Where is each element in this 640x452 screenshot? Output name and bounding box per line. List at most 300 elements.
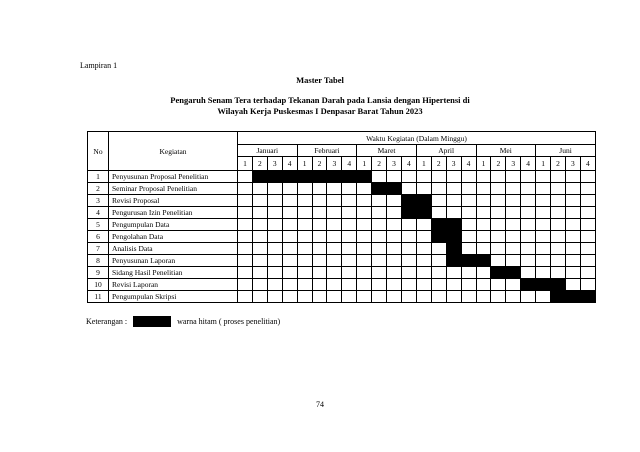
gantt-cell-empty xyxy=(565,219,580,231)
week-header-cell: 3 xyxy=(506,157,521,171)
gantt-cell-empty xyxy=(312,195,327,207)
gantt-schedule-table xyxy=(87,131,596,303)
gantt-cell-empty xyxy=(342,231,357,243)
gantt-cell-empty xyxy=(372,171,387,183)
gantt-cell-empty xyxy=(491,207,506,219)
gantt-cell-empty xyxy=(446,267,461,279)
gantt-cell-filled xyxy=(461,255,476,267)
gantt-cell-empty xyxy=(416,279,431,291)
gantt-cell-empty xyxy=(238,279,253,291)
gantt-cell-empty xyxy=(238,291,253,303)
document-title-line2: Wilayah Kerja Puskesmas I Denpasar Barat Tahun 2023 xyxy=(217,106,423,116)
gantt-cell-empty xyxy=(312,267,327,279)
row-number-cell: 7 xyxy=(88,243,109,255)
gantt-cell-empty xyxy=(252,219,267,231)
table-row xyxy=(88,243,596,255)
document-title-line1: Pengaruh Senam Tera terhadap Tekanan Darah pada Lansia dengan Hipertensi di xyxy=(170,95,470,105)
gantt-cell-empty xyxy=(401,267,416,279)
gantt-cell-empty xyxy=(521,243,536,255)
gantt-cell-empty xyxy=(401,291,416,303)
gantt-cell-empty xyxy=(357,219,372,231)
gantt-cell-empty xyxy=(357,291,372,303)
gantt-cell-empty xyxy=(565,195,580,207)
gantt-cell-empty xyxy=(491,279,506,291)
gantt-cell-empty xyxy=(446,291,461,303)
gantt-cell-filled xyxy=(446,255,461,267)
gantt-cell-empty xyxy=(372,207,387,219)
gantt-cell-filled xyxy=(446,219,461,231)
gantt-cell-filled xyxy=(551,291,566,303)
gantt-cell-filled xyxy=(267,171,282,183)
gantt-cell-empty xyxy=(327,279,342,291)
gantt-cell-empty xyxy=(431,183,446,195)
month-header-cell: Februari xyxy=(297,145,357,157)
gantt-cell-empty xyxy=(476,183,491,195)
gantt-cell-empty xyxy=(536,183,551,195)
gantt-cell-empty xyxy=(521,219,536,231)
gantt-cell-filled xyxy=(401,207,416,219)
gantt-cell-empty xyxy=(506,291,521,303)
gantt-cell-empty xyxy=(506,195,521,207)
gantt-cell-empty xyxy=(238,195,253,207)
gantt-cell-empty xyxy=(491,195,506,207)
gantt-cell-empty xyxy=(580,255,595,267)
week-header-cell: 4 xyxy=(282,157,297,171)
gantt-cell-empty xyxy=(357,183,372,195)
gantt-cell-empty xyxy=(342,291,357,303)
gantt-cell-empty xyxy=(252,255,267,267)
gantt-cell-filled xyxy=(536,279,551,291)
gantt-cell-empty xyxy=(506,219,521,231)
gantt-cell-empty xyxy=(565,243,580,255)
activity-cell: Analisis Data xyxy=(109,243,238,255)
gantt-cell-empty xyxy=(252,243,267,255)
gantt-cell-empty xyxy=(372,195,387,207)
gantt-cell-empty xyxy=(312,183,327,195)
gantt-cell-empty xyxy=(282,195,297,207)
gantt-cell-empty xyxy=(357,195,372,207)
gantt-cell-empty xyxy=(461,243,476,255)
gantt-cell-empty xyxy=(565,279,580,291)
gantt-cell-empty xyxy=(252,195,267,207)
gantt-cell-empty xyxy=(238,219,253,231)
gantt-cell-empty xyxy=(416,171,431,183)
row-number-cell: 1 xyxy=(88,171,109,183)
gantt-cell-empty xyxy=(401,219,416,231)
gantt-cell-empty xyxy=(476,267,491,279)
gantt-cell-empty xyxy=(565,231,580,243)
gantt-cell-empty xyxy=(416,267,431,279)
gantt-cell-empty xyxy=(476,171,491,183)
gantt-cell-empty xyxy=(238,267,253,279)
row-number-cell: 9 xyxy=(88,267,109,279)
week-header-cell: 1 xyxy=(297,157,312,171)
gantt-cell-filled xyxy=(372,183,387,195)
gantt-cell-empty xyxy=(491,231,506,243)
page-number: 74 xyxy=(316,400,324,409)
row-number-cell: 2 xyxy=(88,183,109,195)
month-header-cell: April xyxy=(416,145,476,157)
month-header-cell: Mei xyxy=(476,145,536,157)
gantt-cell-empty xyxy=(565,207,580,219)
activity-cell: Revisi Proposal xyxy=(109,195,238,207)
document-title xyxy=(0,95,640,117)
gantt-cell-empty xyxy=(416,231,431,243)
week-header-cell: 2 xyxy=(372,157,387,171)
gantt-cell-filled xyxy=(357,171,372,183)
header-row-top xyxy=(88,132,596,145)
activity-cell: Seminar Proposal Penelitian xyxy=(109,183,238,195)
gantt-cell-empty xyxy=(580,171,595,183)
week-header-cell: 2 xyxy=(431,157,446,171)
gantt-cell-empty xyxy=(551,195,566,207)
gantt-cell-empty xyxy=(416,291,431,303)
gantt-cell-empty xyxy=(387,171,402,183)
gantt-cell-empty xyxy=(521,195,536,207)
gantt-cell-empty xyxy=(297,207,312,219)
gantt-cell-empty xyxy=(551,207,566,219)
week-header-cell: 4 xyxy=(580,157,595,171)
gantt-cell-empty xyxy=(461,267,476,279)
activity-cell: Pengurusan Izin Penelitian xyxy=(109,207,238,219)
gantt-cell-empty xyxy=(387,291,402,303)
gantt-cell-empty xyxy=(551,243,566,255)
gantt-cell-empty xyxy=(521,183,536,195)
gantt-cell-empty xyxy=(401,183,416,195)
gantt-cell-empty xyxy=(536,195,551,207)
gantt-cell-empty xyxy=(536,231,551,243)
gantt-cell-empty xyxy=(506,207,521,219)
gantt-cell-empty xyxy=(416,243,431,255)
gantt-cell-empty xyxy=(267,219,282,231)
gantt-cell-empty xyxy=(327,219,342,231)
week-header-cell: 1 xyxy=(416,157,431,171)
gantt-cell-empty xyxy=(431,291,446,303)
row-number-cell: 11 xyxy=(88,291,109,303)
gantt-cell-empty xyxy=(387,207,402,219)
gantt-cell-empty xyxy=(312,255,327,267)
gantt-cell-empty xyxy=(387,231,402,243)
gantt-cell-empty xyxy=(551,231,566,243)
activity-cell: Penyusunan Laporan xyxy=(109,255,238,267)
gantt-cell-empty xyxy=(312,207,327,219)
gantt-cell-empty xyxy=(476,195,491,207)
gantt-cell-empty xyxy=(282,219,297,231)
gantt-cell-empty xyxy=(327,255,342,267)
gantt-cell-empty xyxy=(297,279,312,291)
gantt-cell-filled xyxy=(446,243,461,255)
table-row xyxy=(88,255,596,267)
gantt-cell-empty xyxy=(401,255,416,267)
gantt-cell-empty xyxy=(372,267,387,279)
gantt-cell-empty xyxy=(252,279,267,291)
week-header-cell: 4 xyxy=(401,157,416,171)
gantt-cell-empty xyxy=(297,183,312,195)
gantt-cell-empty xyxy=(521,267,536,279)
legend-label: Keterangan : xyxy=(86,317,128,326)
timeline-header-cell: Waktu Kegiatan (Dalam Minggu) xyxy=(238,132,596,145)
gantt-cell-empty xyxy=(580,219,595,231)
gantt-cell-empty xyxy=(506,255,521,267)
gantt-cell-empty xyxy=(580,243,595,255)
table-row xyxy=(88,279,596,291)
gantt-cell-empty xyxy=(431,195,446,207)
row-number-cell: 8 xyxy=(88,255,109,267)
table-body xyxy=(88,171,596,303)
gantt-cell-empty xyxy=(267,291,282,303)
gantt-cell-empty xyxy=(521,291,536,303)
gantt-cell-empty xyxy=(238,171,253,183)
gantt-cell-empty xyxy=(431,267,446,279)
gantt-cell-empty xyxy=(267,183,282,195)
gantt-cell-empty xyxy=(282,183,297,195)
gantt-cell-empty xyxy=(327,291,342,303)
gantt-cell-filled xyxy=(282,171,297,183)
gantt-cell-empty xyxy=(521,207,536,219)
gantt-cell-empty xyxy=(476,291,491,303)
gantt-cell-empty xyxy=(387,195,402,207)
gantt-cell-empty xyxy=(580,267,595,279)
gantt-cell-empty xyxy=(536,219,551,231)
week-header-cell: 4 xyxy=(461,157,476,171)
gantt-cell-empty xyxy=(491,183,506,195)
gantt-cell-empty xyxy=(282,207,297,219)
gantt-cell-empty xyxy=(327,267,342,279)
gantt-cell-empty xyxy=(580,195,595,207)
row-number-cell: 10 xyxy=(88,279,109,291)
gantt-cell-empty xyxy=(282,279,297,291)
gantt-cell-empty xyxy=(551,171,566,183)
gantt-cell-empty xyxy=(342,279,357,291)
gantt-cell-empty xyxy=(297,243,312,255)
gantt-cell-empty xyxy=(536,267,551,279)
gantt-cell-empty xyxy=(312,291,327,303)
gantt-cell-empty xyxy=(565,255,580,267)
gantt-cell-empty xyxy=(312,279,327,291)
activity-cell: Revisi Laporan xyxy=(109,279,238,291)
gantt-cell-empty xyxy=(387,219,402,231)
week-header-cell: 3 xyxy=(446,157,461,171)
gantt-cell-empty xyxy=(282,291,297,303)
table-row xyxy=(88,183,596,195)
gantt-cell-empty xyxy=(446,195,461,207)
gantt-cell-filled xyxy=(431,219,446,231)
row-number-cell: 4 xyxy=(88,207,109,219)
gantt-cell-empty xyxy=(476,279,491,291)
gantt-cell-empty xyxy=(357,279,372,291)
gantt-cell-filled xyxy=(565,291,580,303)
week-header-cell: 1 xyxy=(238,157,253,171)
gantt-cell-empty xyxy=(267,255,282,267)
gantt-cell-empty xyxy=(357,207,372,219)
gantt-cell-filled xyxy=(446,231,461,243)
gantt-cell-filled xyxy=(387,183,402,195)
gantt-cell-empty xyxy=(252,231,267,243)
gantt-cell-empty xyxy=(267,279,282,291)
gantt-cell-empty xyxy=(416,255,431,267)
gantt-cell-empty xyxy=(536,291,551,303)
gantt-cell-empty xyxy=(387,243,402,255)
gantt-cell-empty xyxy=(312,219,327,231)
gantt-cell-empty xyxy=(580,207,595,219)
gantt-cell-empty xyxy=(506,243,521,255)
gantt-cell-empty xyxy=(580,279,595,291)
gantt-cell-empty xyxy=(506,231,521,243)
table-row xyxy=(88,195,596,207)
week-header-cell: 2 xyxy=(491,157,506,171)
gantt-cell-empty xyxy=(521,171,536,183)
gantt-cell-filled xyxy=(476,255,491,267)
gantt-cell-empty xyxy=(476,207,491,219)
gantt-cell-empty xyxy=(461,219,476,231)
gantt-cell-empty xyxy=(506,171,521,183)
gantt-cell-empty xyxy=(476,243,491,255)
gantt-cell-empty xyxy=(342,195,357,207)
gantt-cell-empty xyxy=(551,255,566,267)
legend-text: warna hitam ( proses penelitian) xyxy=(177,317,281,326)
gantt-cell-filled xyxy=(416,195,431,207)
gantt-cell-empty xyxy=(342,243,357,255)
gantt-cell-empty xyxy=(252,183,267,195)
gantt-cell-empty xyxy=(387,267,402,279)
gantt-cell-empty xyxy=(372,219,387,231)
gantt-cell-empty xyxy=(446,171,461,183)
gantt-cell-empty xyxy=(238,255,253,267)
gantt-cell-filled xyxy=(312,171,327,183)
gantt-cell-empty xyxy=(267,207,282,219)
activity-header-cell: Kegiatan xyxy=(109,132,238,171)
gantt-cell-empty xyxy=(342,219,357,231)
row-number-cell: 5 xyxy=(88,219,109,231)
week-header-cell: 3 xyxy=(327,157,342,171)
legend-black-swatch xyxy=(133,316,171,327)
week-header-cell: 1 xyxy=(536,157,551,171)
gantt-cell-empty xyxy=(327,231,342,243)
week-header-cell: 3 xyxy=(387,157,402,171)
row-number-cell: 6 xyxy=(88,231,109,243)
gantt-cell-empty xyxy=(252,207,267,219)
gantt-cell-empty xyxy=(372,255,387,267)
gantt-cell-empty xyxy=(372,291,387,303)
gantt-cell-empty xyxy=(282,267,297,279)
gantt-cell-empty xyxy=(431,207,446,219)
gantt-cell-empty xyxy=(372,231,387,243)
gantt-cell-empty xyxy=(401,171,416,183)
gantt-cell-empty xyxy=(327,207,342,219)
gantt-cell-empty xyxy=(551,267,566,279)
activity-cell: Sidang Hasil Penelitian xyxy=(109,267,238,279)
gantt-cell-empty xyxy=(565,171,580,183)
gantt-cell-empty xyxy=(536,255,551,267)
gantt-cell-empty xyxy=(282,231,297,243)
gantt-cell-empty xyxy=(238,231,253,243)
gantt-cell-empty xyxy=(565,267,580,279)
subtitle: Master Tabel xyxy=(296,75,344,85)
activity-cell: Pengolahan Data xyxy=(109,231,238,243)
row-number-cell: 3 xyxy=(88,195,109,207)
gantt-cell-empty xyxy=(297,255,312,267)
gantt-cell-empty xyxy=(521,255,536,267)
appendix-label: Lampiran 1 xyxy=(80,61,118,70)
gantt-cell-filled xyxy=(416,207,431,219)
gantt-cell-empty xyxy=(446,207,461,219)
gantt-cell-empty xyxy=(416,219,431,231)
gantt-cell-empty xyxy=(491,291,506,303)
gantt-cell-empty xyxy=(461,291,476,303)
gantt-cell-empty xyxy=(551,183,566,195)
gantt-cell-empty xyxy=(342,183,357,195)
month-header-cell: Maret xyxy=(357,145,417,157)
gantt-cell-empty xyxy=(461,195,476,207)
week-header-cell: 1 xyxy=(357,157,372,171)
gantt-cell-empty xyxy=(342,207,357,219)
gantt-cell-empty xyxy=(431,243,446,255)
gantt-cell-empty xyxy=(238,207,253,219)
gantt-cell-empty xyxy=(461,207,476,219)
gantt-cell-empty xyxy=(476,231,491,243)
month-header-cell: Juni xyxy=(536,145,596,157)
gantt-cell-empty xyxy=(252,291,267,303)
gantt-cell-empty xyxy=(327,243,342,255)
table-row xyxy=(88,171,596,183)
gantt-cell-empty xyxy=(267,231,282,243)
table-row xyxy=(88,219,596,231)
gantt-cell-empty xyxy=(372,243,387,255)
week-header-cell: 3 xyxy=(267,157,282,171)
week-header-cell: 3 xyxy=(565,157,580,171)
gantt-cell-empty xyxy=(461,279,476,291)
gantt-cell-empty xyxy=(372,279,387,291)
gantt-cell-filled xyxy=(252,171,267,183)
gantt-cell-empty xyxy=(491,243,506,255)
gantt-cell-empty xyxy=(357,267,372,279)
month-header-cell: Januari xyxy=(238,145,298,157)
week-header-cell: 1 xyxy=(476,157,491,171)
gantt-cell-filled xyxy=(431,231,446,243)
gantt-cell-empty xyxy=(491,255,506,267)
gantt-cell-filled xyxy=(297,171,312,183)
gantt-cell-empty xyxy=(401,243,416,255)
gantt-cell-empty xyxy=(565,183,580,195)
gantt-cell-empty xyxy=(297,219,312,231)
table-row xyxy=(88,291,596,303)
activity-cell: Penyusunan Proposal Penelitian xyxy=(109,171,238,183)
gantt-cell-empty xyxy=(416,183,431,195)
gantt-cell-filled xyxy=(551,279,566,291)
gantt-cell-empty xyxy=(238,183,253,195)
gantt-cell-empty xyxy=(506,279,521,291)
gantt-cell-empty xyxy=(506,183,521,195)
gantt-cell-filled xyxy=(491,267,506,279)
table-row xyxy=(88,207,596,219)
table-header xyxy=(88,132,596,171)
gantt-cell-empty xyxy=(342,267,357,279)
week-header-cell: 2 xyxy=(252,157,267,171)
gantt-cell-empty xyxy=(387,279,402,291)
gantt-cell-empty xyxy=(387,255,402,267)
gantt-cell-empty xyxy=(297,195,312,207)
gantt-cell-empty xyxy=(431,279,446,291)
week-header-cell: 2 xyxy=(312,157,327,171)
gantt-cell-empty xyxy=(401,279,416,291)
gantt-cell-empty xyxy=(267,267,282,279)
gantt-cell-empty xyxy=(238,243,253,255)
gantt-cell-empty xyxy=(536,171,551,183)
gantt-cell-empty xyxy=(446,279,461,291)
gantt-cell-empty xyxy=(431,255,446,267)
table-row xyxy=(88,267,596,279)
gantt-cell-empty xyxy=(282,243,297,255)
